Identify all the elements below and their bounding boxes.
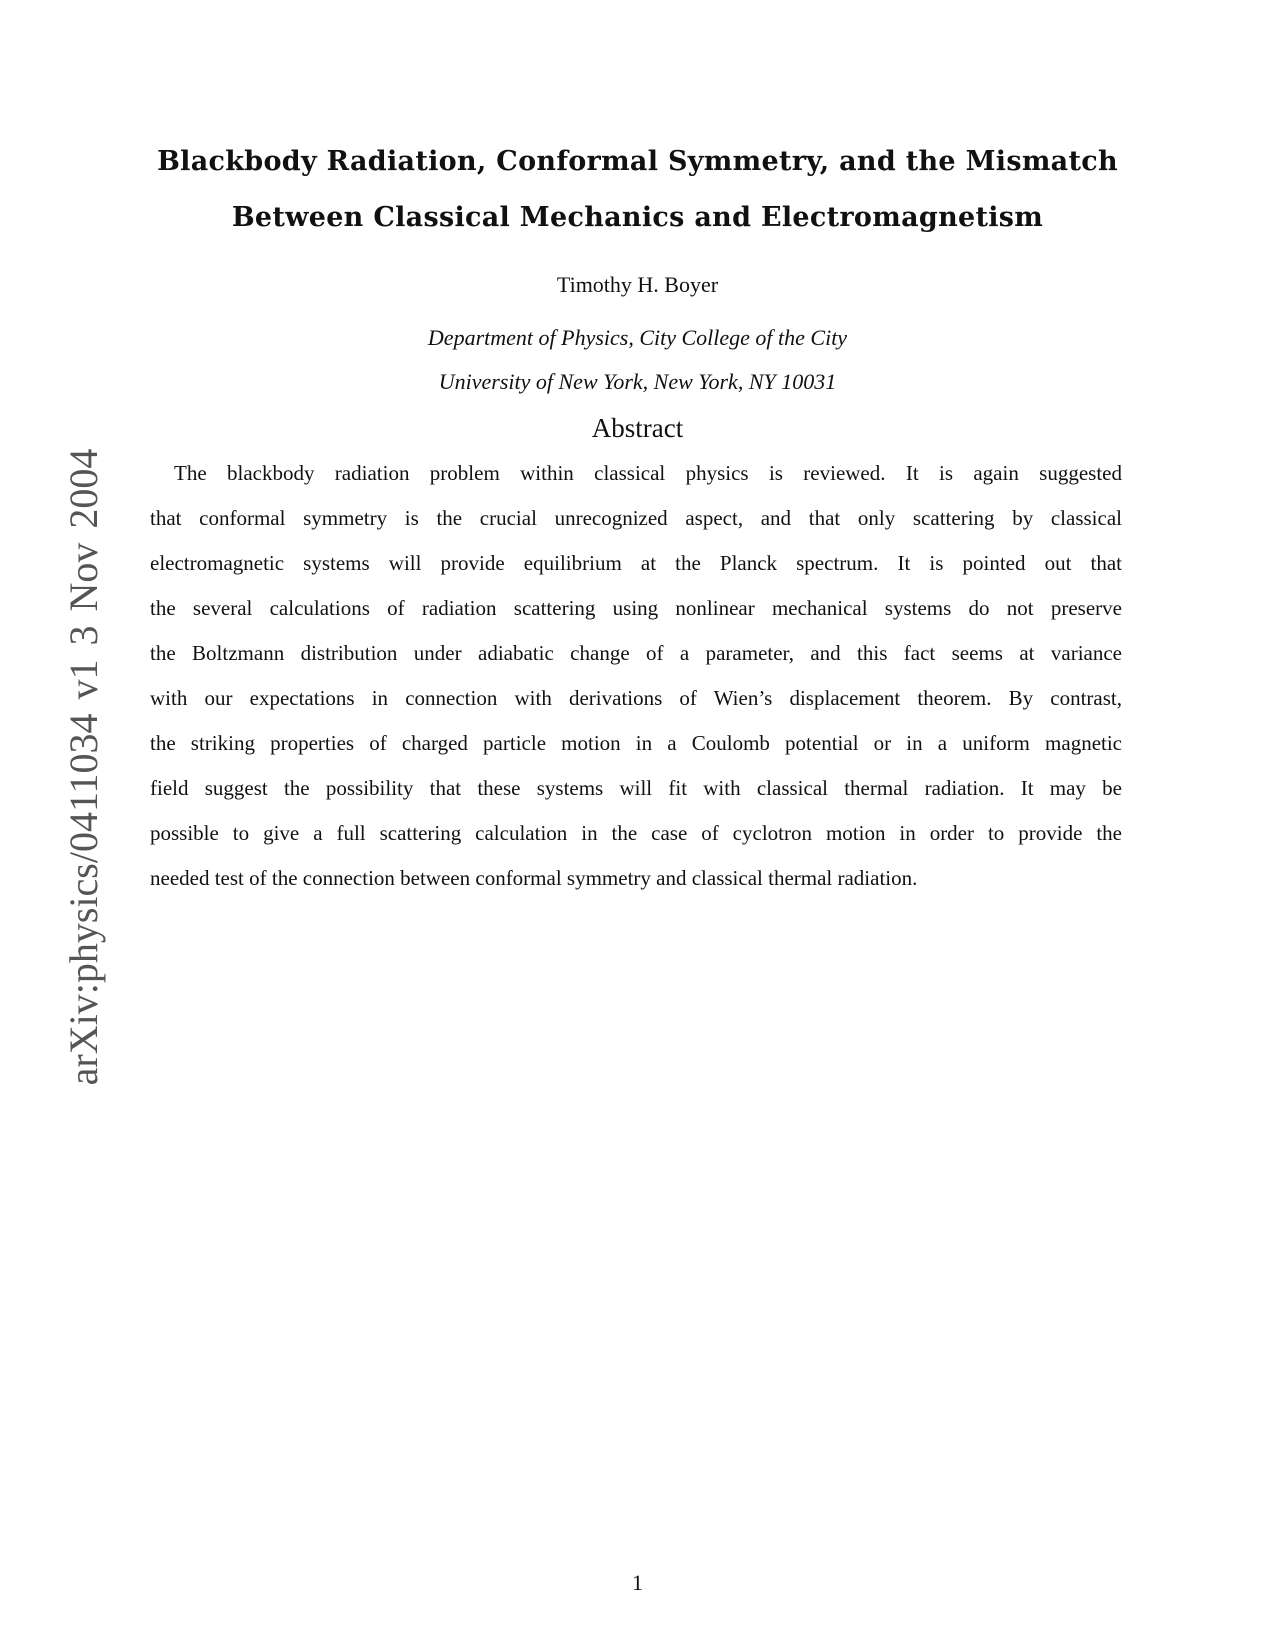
affiliation-line-1: Department of Physics, City College of the City	[427, 325, 848, 350]
author-affiliation	[0, 316, 1275, 404]
abstract-line: the striking properties of charged particle motion in a Coulomb potential or in a uniform magnetic	[150, 731, 1122, 755]
abstract-line: that conformal symmetry is the crucial unrecognized aspect, and that only scattering by classical	[150, 506, 1122, 530]
abstract-line: the several calculations of radiation scattering using nonlinear mechanical systems do not preserve	[150, 596, 1122, 620]
page-number: 1	[632, 1570, 643, 1595]
arxiv-identifier-stamp: arXiv:physics/0411034 v1 3 Nov 2004	[61, 448, 106, 1086]
abstract-line: the Boltzmann distribution under adiabatic change of a parameter, and this fact seems at variance	[150, 641, 1122, 665]
abstract-line: field suggest the possibility that these systems will fit with classical thermal radiation. It may be	[150, 776, 1122, 800]
abstract-line: needed test of the connection between conformal symmetry and classical thermal radiation.	[150, 866, 918, 890]
abstract-heading: Abstract	[591, 413, 684, 443]
abstract-line: electromagnetic systems will provide equilibrium at the Planck spectrum. It is pointed out that	[150, 551, 1122, 575]
abstract-line: The blackbody radiation problem within classical physics is reviewed. It is again suggested	[174, 461, 1122, 485]
affiliation-line-2: University of New York, New York, NY 10031	[438, 369, 837, 394]
abstract-body	[150, 461, 1122, 911]
abstract-line: with our expectations in connection with derivations of Wien’s displacement theorem. By contrast,	[150, 686, 1122, 710]
abstract-line: possible to give a full scattering calculation in the case of cyclotron motion in order to provide the	[150, 821, 1122, 845]
title-line-2: Between Classical Mechanics and Electromagnetism	[231, 202, 1044, 233]
author-name: Timothy H. Boyer	[556, 272, 719, 297]
title-line-1: Blackbody Radiation, Conformal Symmetry, and the Mismatch	[157, 146, 1118, 177]
paper-title	[0, 134, 1275, 246]
